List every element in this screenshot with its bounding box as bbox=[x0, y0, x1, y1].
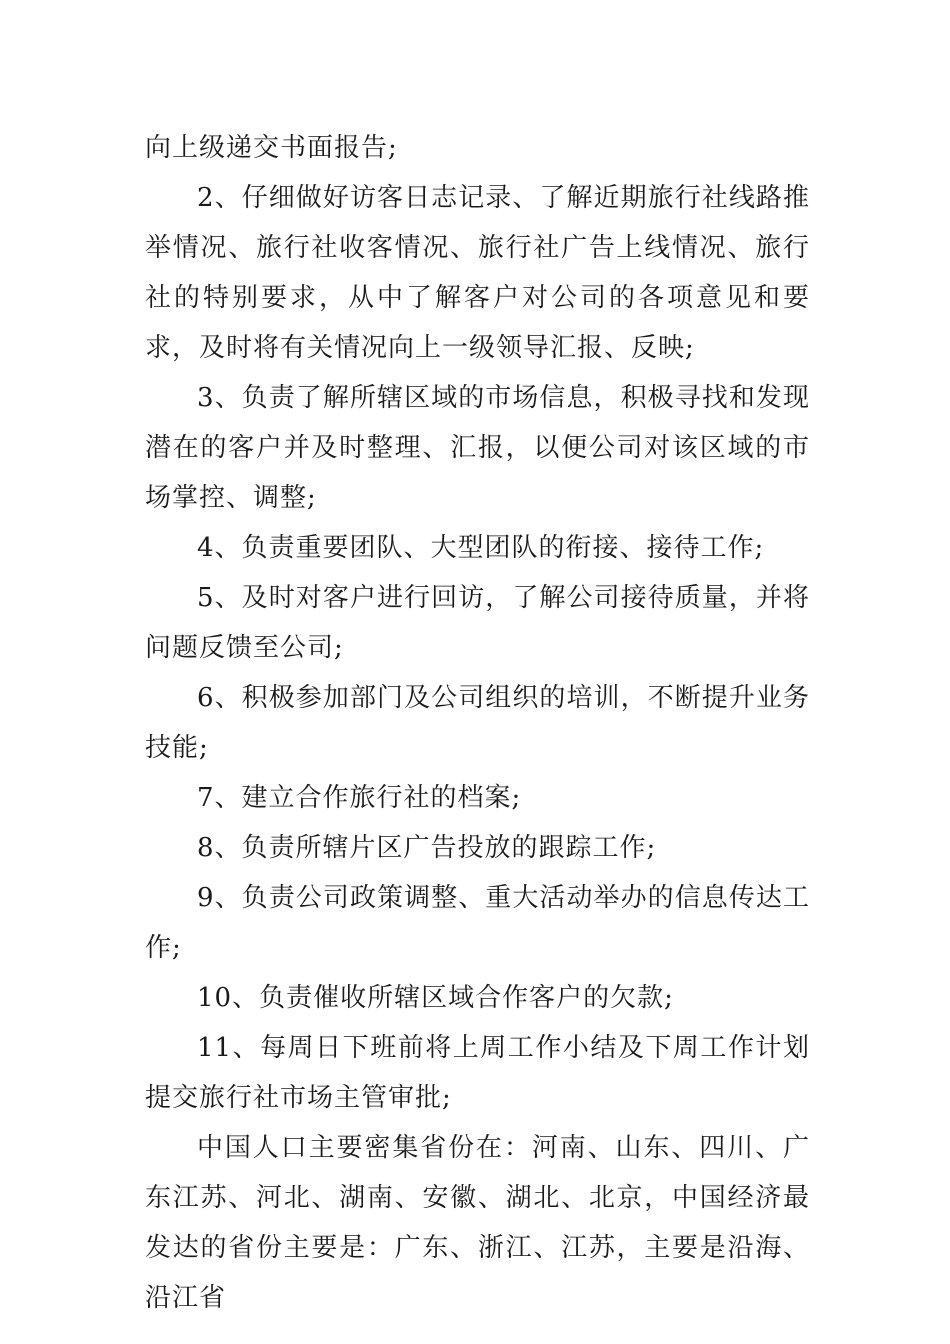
paragraph-item-7: 7、建立合作旅行社的档案; bbox=[197, 783, 522, 813]
paragraph-item-5: 5、及时对客户进行回访，了解公司接待质量，并将问题反馈至公司; bbox=[145, 583, 810, 663]
paragraph-item-6: 6、积极参加部门及公司组织的培训，不断提升业务技能; bbox=[145, 683, 810, 763]
paragraph-continuation: 向上级递交书面报告; bbox=[145, 133, 398, 163]
paragraph-item-9: 9、负责公司政策调整、重大活动举办的信息传达工作; bbox=[145, 883, 810, 963]
paragraph-item-2: 2、仔细做好访客日志记录、了解近期旅行社线路推举情况、旅行社收客情况、旅行社广告上线情况、旅行社的特别要求，从中了解客户对公司的各项意见和要求，及时将有关情况向上一级领导汇报、反映; bbox=[145, 183, 810, 363]
paragraph-item-4: 4、负责重要团队、大型团队的衔接、接待工作; bbox=[197, 533, 765, 563]
paragraph-item-8: 8、负责所辖片区广告投放的跟踪工作; bbox=[197, 833, 657, 863]
paragraph-item-10: 10、负责催收所辖区域合作客户的欠款; bbox=[197, 983, 674, 1013]
paragraph-population-economy: 中国人口主要密集省份在：河南、山东、四川、广东江苏、河北、湖南、安徽、湖北、北京，中国经济最发达的省份主要是：广东、浙江、江苏，主要是沿海、沿江省 bbox=[145, 1133, 810, 1313]
paragraph-item-11: 11、每周日下班前将上周工作小结及下周工作计划提交旅行社市场主管审批; bbox=[145, 1033, 810, 1113]
document-body bbox=[145, 123, 810, 1323]
paragraph-item-3: 3、负责了解所辖区域的市场信息，积极寻找和发现潜在的客户并及时整理、汇报，以便公司对该区域的市场掌控、调整; bbox=[145, 383, 810, 513]
